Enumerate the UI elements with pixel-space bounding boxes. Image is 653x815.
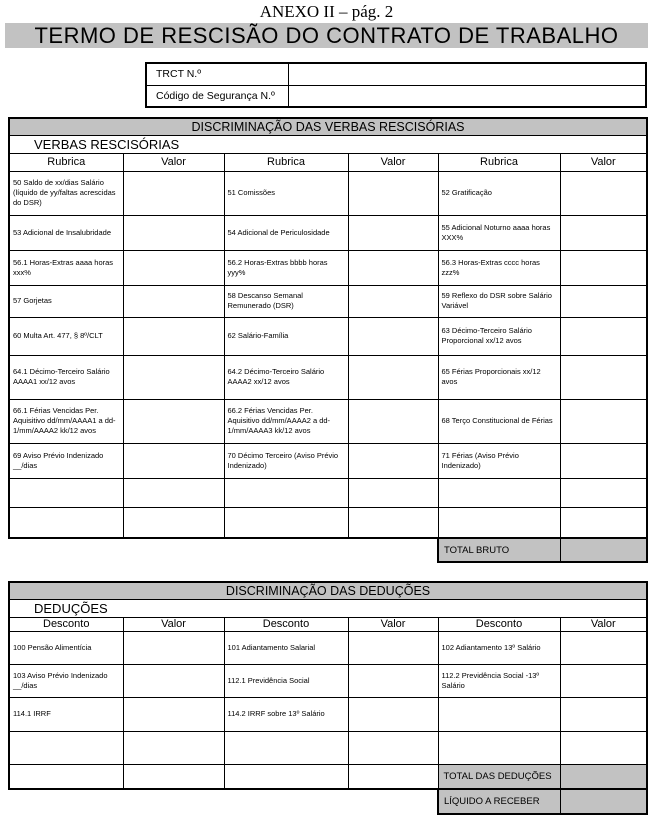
table-row xyxy=(9,443,647,478)
table-row xyxy=(9,399,647,443)
table-row xyxy=(9,731,647,764)
table-row xyxy=(9,631,647,664)
rubrica-cell xyxy=(9,507,123,538)
verbas-section-header: DISCRIMINAÇÃO DAS VERBAS RESCISÓRIAS xyxy=(9,118,647,135)
rubrica-cell: 71 Férias (Aviso Prévio Indenizado) xyxy=(438,443,560,478)
valor-cell xyxy=(123,355,224,399)
valor-cell xyxy=(348,631,438,664)
total-deducoes-label: TOTAL DAS DEDUÇÕES xyxy=(438,764,560,789)
valor-cell xyxy=(560,355,647,399)
rubrica-cell: 56.3 Horas-Extras cccc horas zzz% xyxy=(438,250,560,285)
rubrica-cell: 52 Gratificação xyxy=(438,171,560,215)
rubrica-cell: 64.2 Décimo-Terceiro Salário AAAA2 xx/12 avos xyxy=(224,355,348,399)
valor-cell xyxy=(348,697,438,731)
column-header-valor-2: Valor xyxy=(348,617,438,631)
desconto-cell xyxy=(224,764,348,789)
table-row xyxy=(9,250,647,285)
annex-title: ANEXO II – pág. 2 xyxy=(259,2,394,21)
valor-cell xyxy=(123,631,224,664)
valor-cell xyxy=(348,764,438,789)
valor-cell xyxy=(123,317,224,355)
valor-cell xyxy=(560,731,647,764)
deducoes-subheader: DEDUÇÕES xyxy=(9,599,647,617)
valor-cell xyxy=(123,507,224,538)
table-row xyxy=(9,478,647,507)
rubrica-cell: 53 Adicional de Insalubridade xyxy=(9,215,123,250)
desconto-cell: 114.1 IRRF xyxy=(9,697,123,731)
liquido-receber-row xyxy=(437,788,648,815)
valor-cell xyxy=(123,697,224,731)
rubrica-cell: 69 Aviso Prévio Indenizado __/dias xyxy=(9,443,123,478)
valor-cell xyxy=(348,250,438,285)
valor-cell xyxy=(560,697,647,731)
valor-cell xyxy=(123,664,224,697)
desconto-cell xyxy=(438,731,560,764)
valor-cell xyxy=(560,399,647,443)
total-bruto-label: TOTAL BRUTO xyxy=(438,538,560,562)
table-row xyxy=(9,697,647,731)
valor-cell xyxy=(348,731,438,764)
rubrica-cell: 64.1 Décimo-Terceiro Salário AAAA1 xx/12 avos xyxy=(9,355,123,399)
total-bruto-value xyxy=(560,538,647,562)
liquido-receber-value xyxy=(560,789,647,814)
column-header-valor-2: Valor xyxy=(348,153,438,171)
valor-cell xyxy=(348,171,438,215)
verbas-rescisorias-table xyxy=(8,117,648,539)
column-header-rubrica-1: Rubrica xyxy=(9,153,123,171)
rubrica-cell: 65 Férias Proporcionais xx/12 avos xyxy=(438,355,560,399)
valor-cell xyxy=(348,285,438,317)
table-row xyxy=(9,507,647,538)
column-header-valor-1: Valor xyxy=(123,153,224,171)
rubrica-cell: 62 Salário-Família xyxy=(224,317,348,355)
total-deducoes-value xyxy=(560,764,647,789)
desconto-cell xyxy=(224,731,348,764)
trct-id-table xyxy=(145,62,647,108)
valor-cell xyxy=(348,317,438,355)
valor-cell xyxy=(123,285,224,317)
valor-cell xyxy=(348,215,438,250)
desconto-cell xyxy=(9,731,123,764)
valor-cell xyxy=(560,171,647,215)
valor-cell xyxy=(123,731,224,764)
rubrica-cell: 51 Comissões xyxy=(224,171,348,215)
valor-cell xyxy=(123,215,224,250)
verbas-subheader: VERBAS RESCISÓRIAS xyxy=(9,135,647,153)
security-code-label: Código de Segurança N.º xyxy=(146,85,288,107)
valor-cell xyxy=(123,250,224,285)
desconto-cell: 101 Adiantamento Salarial xyxy=(224,631,348,664)
desconto-cell: 103 Aviso Prévio Indenizado __/dias xyxy=(9,664,123,697)
verbas-column-header-row xyxy=(9,153,647,171)
liquido-receber-label: LÍQUIDO A RECEBER xyxy=(438,789,560,814)
table-row xyxy=(9,171,647,215)
column-header-rubrica-3: Rubrica xyxy=(438,153,560,171)
deducoes-column-header-row xyxy=(9,617,647,631)
valor-cell xyxy=(560,215,647,250)
valor-cell xyxy=(560,317,647,355)
column-header-valor-3: Valor xyxy=(560,617,647,631)
desconto-cell xyxy=(9,764,123,789)
desconto-cell: 102 Adiantamento 13º Salário xyxy=(438,631,560,664)
column-header-desconto-1: Desconto xyxy=(9,617,123,631)
rubrica-cell: 66.2 Férias Vencidas Per. Aquisitivo dd/mm/AAAA2 a dd-1/mm/AAAA3 kk/12 avos xyxy=(224,399,348,443)
desconto-cell: 112.1 Previdência Social xyxy=(224,664,348,697)
rubrica-cell: 66.1 Férias Vencidas Per. Aquisitivo dd/mm/AAAA1 a dd-1/mm/AAAA2 kk/12 avos xyxy=(9,399,123,443)
rubrica-cell: 54 Adicional de Periculosidade xyxy=(224,215,348,250)
rubrica-cell: 50 Saldo de xx/dias Salário (líquido de yy/faltas acrescidas do DSR) xyxy=(9,171,123,215)
rubrica-cell: 57 Gorjetas xyxy=(9,285,123,317)
column-header-desconto-3: Desconto xyxy=(438,617,560,631)
table-row xyxy=(9,215,647,250)
main-title: TERMO DE RESCISÃO DO CONTRATO DE TRABALHO xyxy=(34,23,619,48)
valor-cell xyxy=(348,355,438,399)
valor-cell xyxy=(123,399,224,443)
column-header-rubrica-2: Rubrica xyxy=(224,153,348,171)
valor-cell xyxy=(560,250,647,285)
valor-cell xyxy=(560,285,647,317)
rubrica-cell xyxy=(224,507,348,538)
desconto-cell: 114.2 IRRF sobre 13º Salário xyxy=(224,697,348,731)
rubrica-cell xyxy=(438,507,560,538)
valor-cell xyxy=(123,764,224,789)
rubrica-cell xyxy=(224,478,348,507)
rubrica-cell xyxy=(438,478,560,507)
valor-cell xyxy=(348,399,438,443)
security-code-field xyxy=(288,85,646,107)
desconto-cell: 100 Pensão Alimentícia xyxy=(9,631,123,664)
total-deducoes-row xyxy=(9,764,647,789)
valor-cell xyxy=(123,443,224,478)
valor-cell xyxy=(348,478,438,507)
rubrica-cell: 55 Adicional Noturno aaaa horas XXX% xyxy=(438,215,560,250)
deducoes-table xyxy=(8,581,648,790)
valor-cell xyxy=(560,631,647,664)
desconto-cell: 112.2 Previdência Social -13º Salário xyxy=(438,664,560,697)
valor-cell xyxy=(123,171,224,215)
table-row xyxy=(9,285,647,317)
desconto-cell xyxy=(438,697,560,731)
valor-cell xyxy=(560,507,647,538)
table-row xyxy=(9,317,647,355)
trct-number-field xyxy=(288,63,646,85)
rubrica-cell: 70 Décimo Terceiro (Aviso Prévio Indenizado) xyxy=(224,443,348,478)
valor-cell xyxy=(348,443,438,478)
table-row xyxy=(9,664,647,697)
rubrica-cell: 59 Reflexo do DSR sobre Salário Variável xyxy=(438,285,560,317)
valor-cell xyxy=(348,664,438,697)
rubrica-cell: 63 Décimo-Terceiro Salário Proporcional xx/12 avos xyxy=(438,317,560,355)
column-header-desconto-2: Desconto xyxy=(224,617,348,631)
deducoes-section-header: DISCRIMINAÇÃO DAS DEDUÇÕES xyxy=(9,582,647,599)
rubrica-cell: 58 Descanso Semanal Remunerado (DSR) xyxy=(224,285,348,317)
column-header-valor-3: Valor xyxy=(560,153,647,171)
table-row xyxy=(9,355,647,399)
valor-cell xyxy=(560,478,647,507)
valor-cell xyxy=(560,443,647,478)
valor-cell xyxy=(123,478,224,507)
valor-cell xyxy=(560,664,647,697)
column-header-valor-1: Valor xyxy=(123,617,224,631)
rubrica-cell: 56.1 Horas-Extras aaaa horas xxx% xyxy=(9,250,123,285)
rubrica-cell: 56.2 Horas-Extras bbbb horas yyy% xyxy=(224,250,348,285)
rubrica-cell: 68 Terço Constitucional de Férias xyxy=(438,399,560,443)
rubrica-cell xyxy=(9,478,123,507)
total-bruto-row xyxy=(437,537,648,563)
valor-cell xyxy=(348,507,438,538)
rubrica-cell: 60 Multa Art. 477, § 8º/CLT xyxy=(9,317,123,355)
trct-number-label: TRCT N.º xyxy=(146,63,288,85)
main-title-bar xyxy=(5,23,648,48)
